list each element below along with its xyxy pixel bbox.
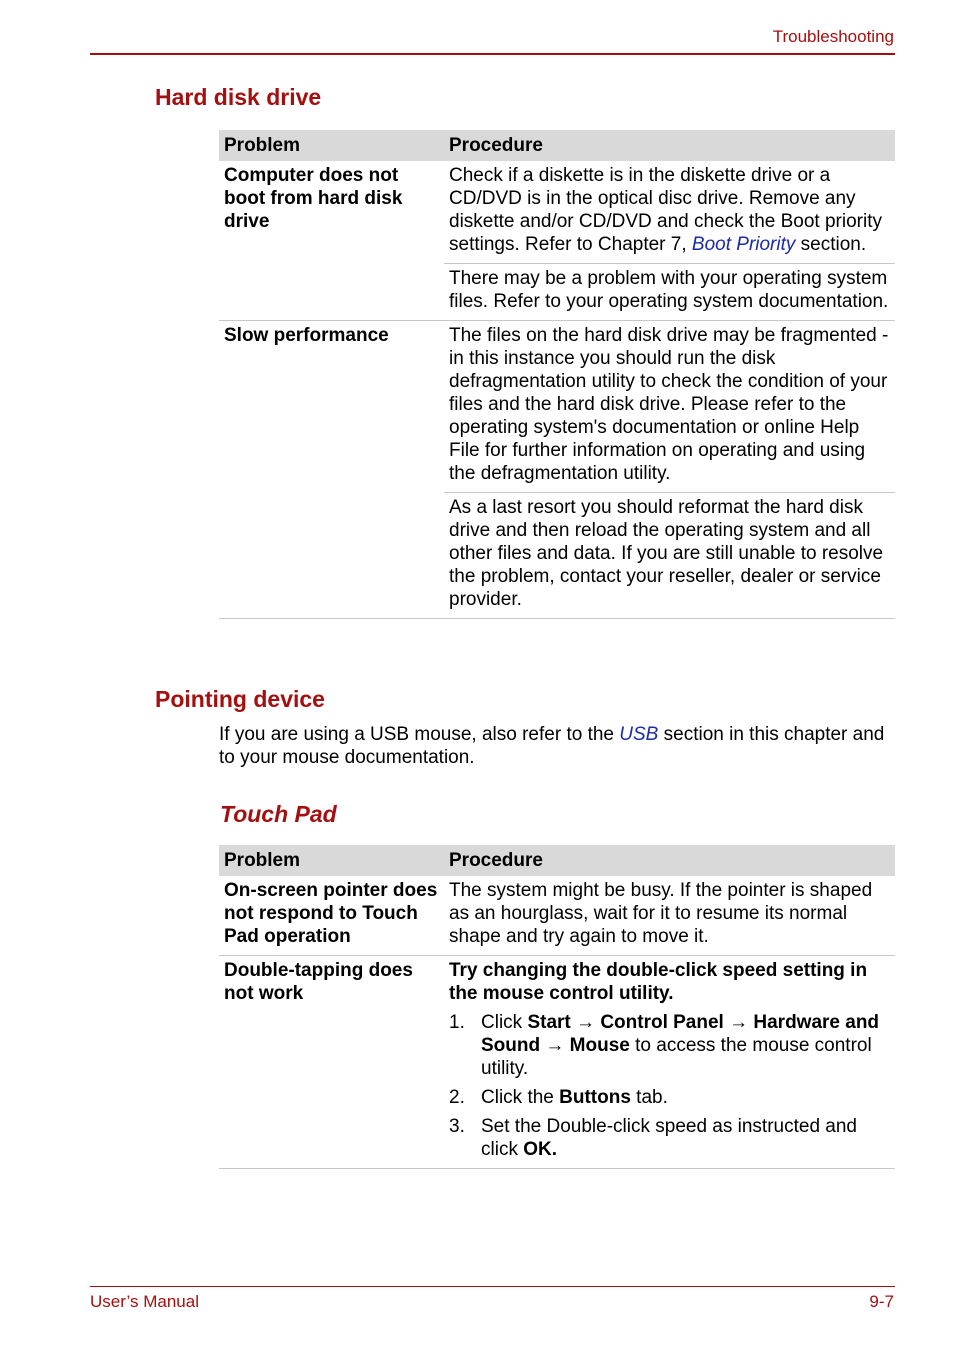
- hardware-sound-label: Hardware and Sound: [481, 1012, 880, 1056]
- start-label: Start: [527, 1012, 571, 1033]
- pointing-intro: [219, 723, 899, 769]
- col-procedure-header: Procedure: [444, 130, 895, 161]
- steps-list: [449, 1011, 890, 1161]
- col-procedure-header: Procedure: [444, 845, 895, 876]
- table-row: [219, 161, 895, 264]
- procedure-cell: There may be a problem with your operating system files. Refer to your operating system documentation.: [444, 264, 895, 321]
- col-problem-header: Problem: [219, 130, 444, 161]
- procedure-cell: As a last resort you should reformat the hard disk drive and then reload the operating system and all other files and data. If you are still unable to resolve the problem, contact your reseller, dealer or service provider.: [444, 493, 895, 619]
- buttons-label: Buttons: [559, 1087, 631, 1108]
- step-text-end: tab.: [630, 1087, 668, 1108]
- procedure-cell: The system might be busy. If the pointer is shaped as an hourglass, wait for it to resume its normal shape and try again to move it.: [444, 876, 895, 956]
- table-row: [219, 876, 895, 956]
- intro-text-end: section in this chapter and to your mouse documentation.: [219, 724, 885, 768]
- list-item: [449, 1086, 890, 1109]
- table-row: [219, 956, 895, 1169]
- control-panel-label: Control Panel: [600, 1012, 724, 1033]
- footer-rule: [90, 1286, 895, 1287]
- arrow-icon: →: [729, 1012, 749, 1033]
- table-header-row: [219, 130, 895, 161]
- procedure-cell: [444, 161, 895, 264]
- arrow-icon: →: [545, 1035, 565, 1056]
- procedure-text: Check if a diskette is in the diskette drive or a CD/DVD is in the optical disc drive. Remove any diskette and/or CD/DVD and check the Boot priority settings. Refer to Chapter 7,: [449, 165, 882, 255]
- procedure-cell: The files on the hard disk drive may be fragmented - in this instance you should run the disk defragmentation utility to check the condition of your files and the hard disk drive. Please refer to the operating system's documentation or online Help File for further information on operating and using the defragmentation utility.: [444, 321, 895, 493]
- touch-pad-heading: Touch Pad: [220, 801, 337, 827]
- footer-manual-title: User’s Manual: [90, 1292, 199, 1311]
- usb-link[interactable]: USB: [619, 724, 659, 745]
- hard-disk-heading: Hard disk drive: [155, 84, 322, 110]
- pointing-device-heading: Pointing device: [155, 686, 325, 712]
- step-text: Click the: [481, 1087, 560, 1108]
- step-number: 2.: [449, 1087, 465, 1108]
- step-text-end: to access the mouse control utility.: [481, 1035, 872, 1079]
- col-problem-header: Problem: [219, 845, 444, 876]
- intro-text: If you are using a USB mouse, also refer to the: [219, 724, 620, 745]
- running-header: Troubleshooting: [772, 27, 894, 46]
- problem-cell: Computer does not boot from hard disk drive: [219, 161, 444, 321]
- boot-priority-link[interactable]: Boot Priority: [691, 234, 796, 255]
- header-rule: [90, 53, 895, 55]
- procedure-text-end: section.: [795, 234, 867, 255]
- hard-disk-table: [219, 130, 895, 619]
- procedure-cell: [444, 956, 895, 1169]
- table-header-row: [219, 845, 895, 876]
- step-text: Set the Double-click speed as instructed and click: [481, 1116, 857, 1160]
- step-number: 1.: [449, 1012, 465, 1033]
- step-number: 3.: [449, 1116, 465, 1137]
- step-text: Click: [481, 1012, 528, 1033]
- mouse-label: Mouse: [569, 1035, 630, 1056]
- problem-cell: On-screen pointer does not respond to Touch Pad operation: [219, 876, 444, 956]
- table-row: [219, 321, 895, 493]
- arrow-icon: →: [576, 1012, 596, 1033]
- problem-cell: Double-tapping does not work: [219, 956, 444, 1169]
- problem-cell: Slow performance: [219, 321, 444, 619]
- ok-label: OK.: [523, 1139, 558, 1160]
- page-number: 9-7: [869, 1292, 894, 1311]
- procedure-lead: Try changing the double-click speed setting in the mouse control utility.: [449, 960, 868, 1004]
- list-item: [449, 1011, 890, 1080]
- list-item: [449, 1115, 890, 1161]
- touch-pad-table: [219, 845, 895, 1169]
